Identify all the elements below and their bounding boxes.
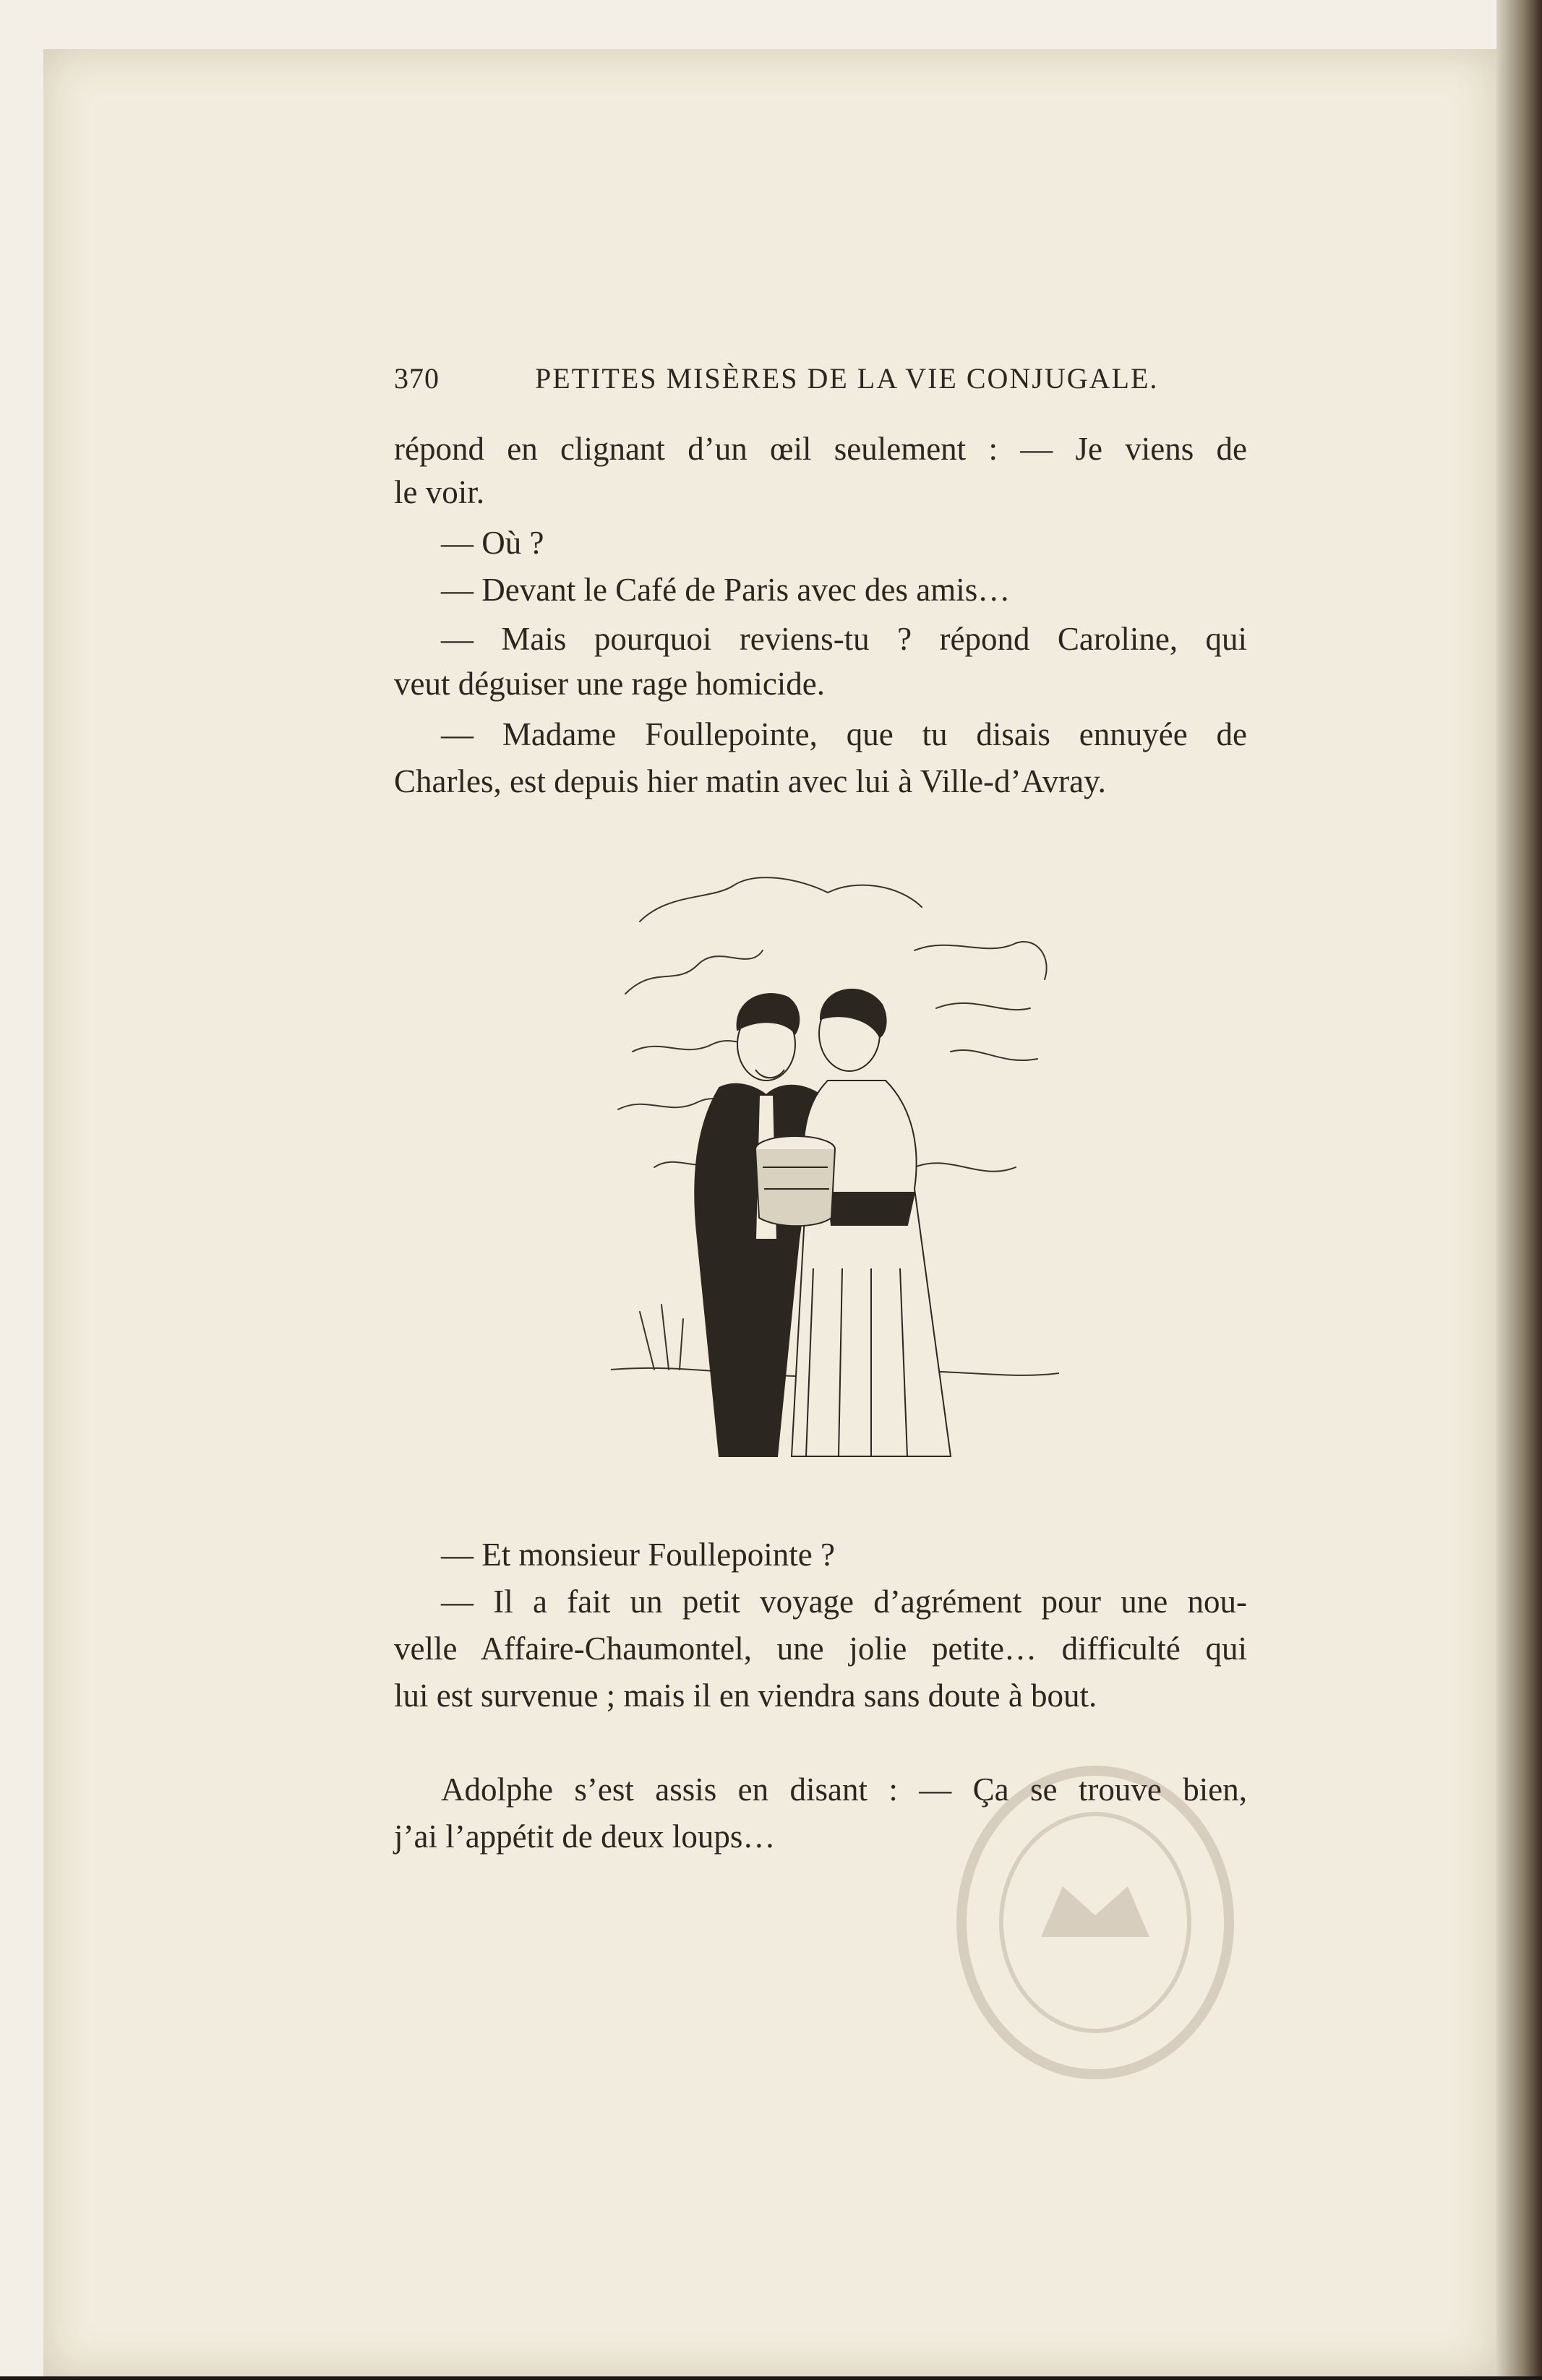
text-line: j’ai l’appétit de deux loups… — [394, 1818, 776, 1855]
text-line: veut déguiser une rage homicide. — [394, 666, 826, 702]
engraving-illustration — [611, 864, 1059, 1492]
text-line: — Il a fait un petit voyage d’agrément pour une nou- — [441, 1584, 1247, 1620]
text-line: le voir. — [394, 474, 484, 510]
running-header — [394, 361, 1247, 405]
book-page-edge — [1496, 0, 1542, 2380]
text-line: Adolphe s’est assis en disant : — Ça se trouve bien, — [441, 1771, 1247, 1808]
library-stamp — [954, 1763, 1236, 2082]
text-line: — Madame Foullepointe, que tu disais ennuyée de — [441, 716, 1247, 752]
running-title: PETITES MISÈRES DE LA VIE CONJUGALE. — [535, 362, 1159, 395]
text-line: lui est survenue ; mais il en viendra sans doute à bout. — [394, 1677, 1097, 1714]
scan-background-bottom — [0, 2376, 1542, 2380]
text-line: — Mais pourquoi reviens-tu ? répond Caroline, qui — [441, 621, 1247, 657]
page-number: 370 — [394, 362, 440, 395]
scan-background-top — [0, 0, 1542, 49]
text-line: velle Affaire-Chaumontel, une jolie petite… difficulté qui — [394, 1631, 1247, 1667]
text-line: — Et monsieur Foullepointe ? — [441, 1537, 835, 1573]
text-line: répond en clignant d’un œil seulement : — Je viens de — [394, 431, 1247, 467]
text-line: Charles, est depuis hier matin avec lui à Ville-d’Avray. — [394, 763, 1106, 799]
text-line: — Devant le Café de Paris avec des amis… — [441, 572, 1011, 608]
scan-background-left — [0, 49, 43, 2380]
text-line: — Où ? — [441, 525, 544, 561]
